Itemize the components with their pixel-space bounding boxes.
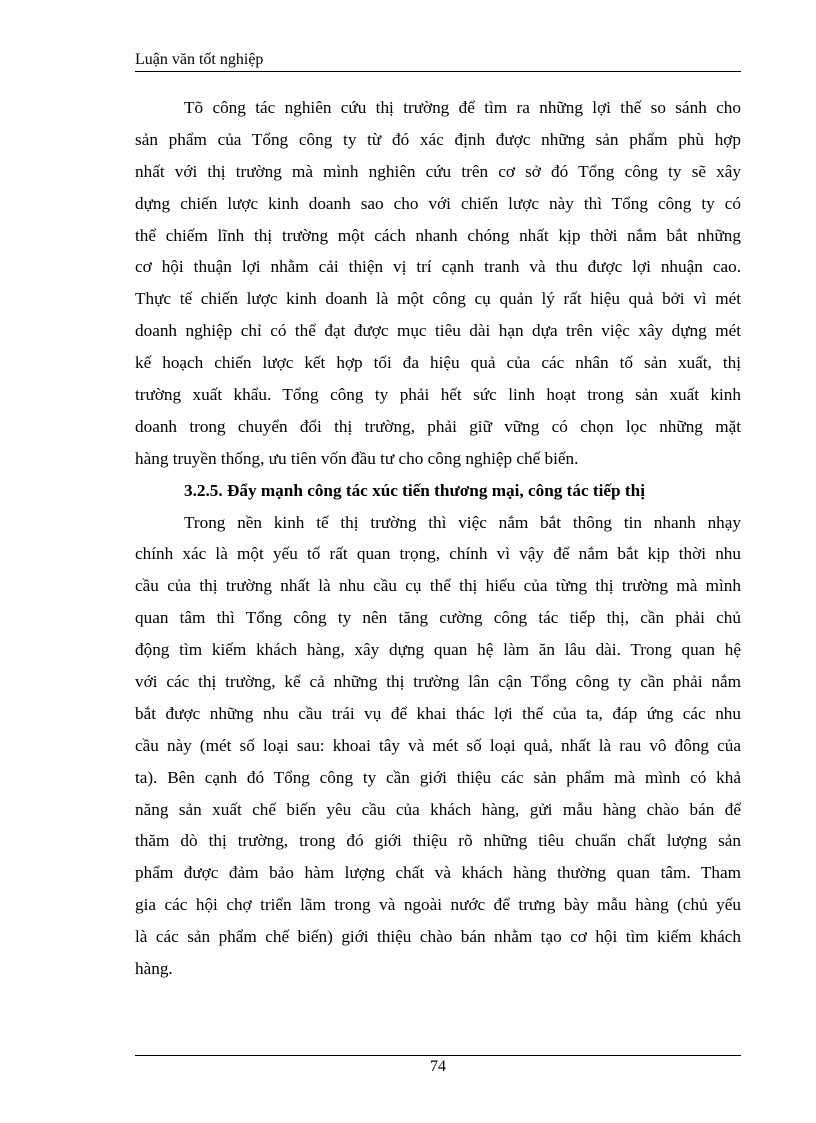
text-line: cầu này (mét số loại sau: khoai tây và mét số loại quả, nhất là rau vô đông của: [135, 735, 741, 755]
text-line: Tõ công tác nghiên cứu thị trường để tìm ra những lợi thế so sánh cho: [184, 98, 741, 117]
text-line: trường xuất khẩu. Tổng công ty phải hết sức linh hoạt trong sản xuất kinh: [135, 385, 741, 405]
text-line: sản phẩm của Tổng công ty từ đó xác định được những sản phẩm phù hợp: [135, 129, 741, 149]
text-line: Thực tế chiến lược kinh doanh là một công cụ quản lý rất hiệu quả bởi vì mét: [135, 289, 741, 309]
text-line: Trong nền kinh tế thị trường thì việc nắm bắt thông tin nhanh nhạy: [184, 512, 741, 532]
text-line: nhất với thị trường mà mình nghiên cứu trên cơ sở đó Tổng công ty sẽ xây: [135, 161, 741, 181]
page-number: 74: [430, 1058, 446, 1075]
text-line: bắt được những nhu cầu trái vụ để khai thác lợi thế của ta, đáp ứng các nhu: [135, 703, 741, 723]
text-line: kế hoạch chiến lược kết hợp tối đa hiệu quả của các nhân tố sản xuất, thị: [135, 353, 741, 373]
running-header: [135, 49, 741, 72]
paragraph-1: [135, 92, 741, 475]
text-line: doanh nghiệp chỉ có thể đạt được mục tiêu dài hạn dựa trên việc xây dựng mét: [135, 321, 741, 341]
paragraph-2: [135, 507, 741, 985]
text-line: chính xác là một yếu tố rất quan trọng, chính vì vậy để nắm bắt kịp thời nhu: [135, 544, 741, 564]
text-line: động tìm kiếm khách hàng, xây dựng quan hệ làm ăn lâu dài. Trong quan hệ: [135, 640, 741, 660]
text-line: thể chiếm lĩnh thị trường một cách nhanh chóng nhất kịp thời nắm bắt những: [135, 225, 741, 245]
text-line: doanh trong chuyển đổi thị trường, phải giữ vững có chọn lọc những mặt: [135, 416, 741, 436]
text-line: với các thị trường, kể cả những thị trường lân cận Tổng công ty cần phải nắm: [135, 672, 741, 692]
text-line: hàng truyền thống, ưu tiên vốn đầu tư cho công nghiệp chế biến.: [135, 448, 579, 468]
text-line: ta). Bên cạnh đó Tổng công ty cần giới thiệu các sản phẩm mà mình có khả: [135, 767, 741, 787]
text-line: là các sản phẩm chế biến) giới thiệu chào bán nhằm tạo cơ hội tìm kiếm khách: [135, 927, 741, 947]
text-line: dựng chiến lược kinh doanh sao cho với chiến lược này thì Tổng công ty có: [135, 193, 741, 213]
text-line: năng sản xuất chế biến yêu cầu của khách hàng, gửi mẫu hàng chào bán để: [135, 799, 741, 819]
text-line: cơ hội thuận lợi nhằm cải thiện vị trí cạnh tranh và thu được lợi nhuận cao.: [135, 257, 741, 277]
section-heading: 3.2.5. Đẩy mạnh công tác xúc tiến thương mại, công tác tiếp thị: [184, 480, 645, 500]
page-body: [135, 92, 741, 985]
text-line: thăm dò thị trường, trong đó giới thiệu rõ những tiêu chuẩn chất lượng sản: [135, 831, 741, 851]
text-line: quan tâm thì Tổng công ty nên tăng cường công tác tiếp thị, cần phải chủ: [135, 608, 741, 628]
header-title: Luận văn tốt nghiệp: [135, 51, 264, 68]
text-line: cầu của thị trường nhất là nhu cầu cụ thể thị hiếu của từng thị trường mà mình: [135, 576, 741, 596]
text-line: phẩm được đảm bảo hàm lượng chất và khách hàng thường quan tâm. Tham: [135, 863, 741, 883]
text-line: hàng.: [135, 959, 173, 979]
footer-divider: [135, 1055, 741, 1056]
text-line: gia các hội chợ triển lãm trong và ngoài nước để trưng bày mẫu hàng (chủ yếu: [135, 895, 741, 915]
